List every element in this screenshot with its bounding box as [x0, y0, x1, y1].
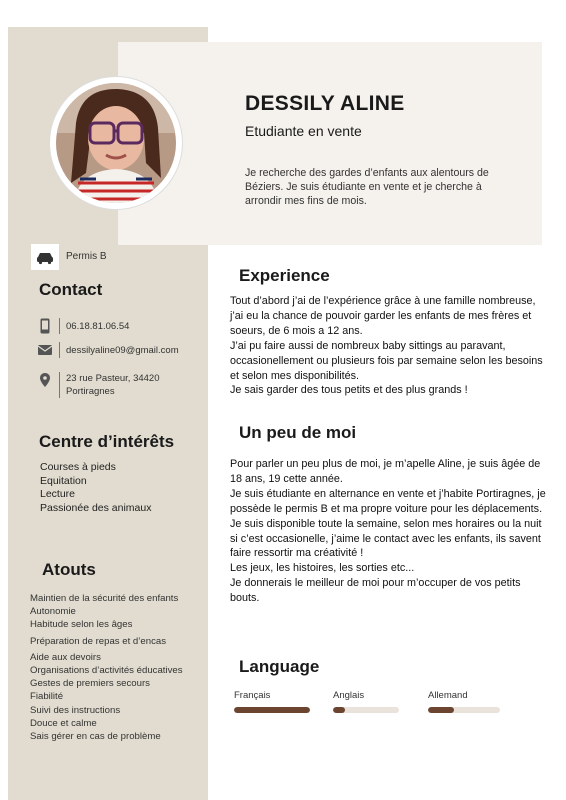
list-item: Sais gérer en cas de problème [30, 731, 161, 743]
language-francais [234, 690, 310, 713]
avatar [56, 83, 176, 203]
paragraph: Les jeux, les histoires, les sorties etc... [230, 562, 415, 575]
contact-title: Contact [39, 280, 103, 299]
list-item: Préparation de repas et d’encas [30, 635, 166, 647]
paragraph: Pour parler un peu plus de moi, je m’apelle Aline, je suis âgée de 18 ans, 19 cette année. [230, 458, 541, 485]
intro-text: Je recherche des gardes d’enfants aux alentours de Béziers. Je suis étudiante en vente et je cherche à arrondir mes fins de mois. [245, 167, 489, 207]
list-item: Autonomie [30, 606, 76, 618]
contact-email [38, 342, 179, 358]
experience-text [230, 294, 546, 398]
interests-list [40, 461, 152, 515]
list-item: Courses à pieds [40, 461, 116, 473]
list-item: Equitation [40, 474, 87, 487]
language-level-fill [333, 707, 345, 713]
paragraph: Je suis disponible toute la semaine, selon mes horaires ou la nuit si c’est occasionelle, j’aime le contact avec les enfants, ils savent faire ressortir ma créativité ! [230, 517, 542, 560]
address-line-2: Portiragnes [66, 386, 115, 397]
divider [59, 372, 60, 398]
paragraph: Je suis étudiante en alternance en vente et j’habite Portiragnes, je possède le permis B et ma propre voiture pour les déplacements. [230, 487, 546, 515]
language-level-fill [234, 707, 310, 713]
contact-phone [38, 318, 129, 334]
location-pin-icon [38, 372, 52, 388]
phone-text: 06.18.81.06.54 [66, 321, 130, 332]
atouts-title: Atouts [42, 560, 96, 579]
list-item: Suivi des instructions [30, 704, 121, 716]
atouts-list [30, 592, 183, 743]
list-item: Maintien de la sécurité des enfants [30, 593, 179, 604]
divider [59, 342, 60, 358]
candidate-name: DESSILY ALINE [245, 92, 405, 115]
language-label: Français [234, 690, 271, 701]
divider [59, 318, 60, 334]
phone-icon [38, 318, 52, 334]
language-label: Anglais [333, 690, 365, 701]
paragraph: Je donnerais le meilleur de moi pour m’occuper de vos petits bouts. [230, 577, 521, 605]
paragraph: Tout d’abord j’ai de l’expérience grâce à une famille nombreuse, j’ai eu la chance de pouvoir garder les enfants de mes frères et soeurs, de 6 mois a 12 ans. [230, 295, 536, 337]
list-item: Gestes de premiers secours [30, 678, 150, 690]
list-item: Douce et calme [30, 717, 97, 729]
about-text [230, 457, 546, 606]
paragraph: Je sais garder des tous petits et des plus grands ! [230, 384, 468, 397]
paragraph: J’ai pu faire aussi de nombreux baby sittings au paravant, occasionellement ou plusieurs fois par semaine selon les besoins et selon mes disponibilités. [230, 339, 543, 382]
candidate-role: Etudiante en vente [245, 123, 362, 139]
about-title: Un peu de moi [239, 423, 357, 442]
permis-badge [31, 244, 59, 270]
list-item: Aide aux devoirs [30, 651, 101, 663]
interests-title: Centre d’intérêts [39, 432, 175, 451]
avatar-illustration [56, 83, 176, 203]
language-allemand [428, 690, 500, 713]
email-link[interactable]: dessilyaline09@gmail.com [66, 345, 179, 356]
list-item: Fiabilité [30, 691, 64, 703]
list-item: Passionée des animaux [40, 501, 152, 514]
language-anglais [333, 690, 399, 713]
language-level-fill [428, 707, 454, 713]
experience-title: Experience [239, 266, 330, 285]
language-title: Language [239, 657, 320, 676]
profile-photo [50, 77, 182, 209]
permis-label: Permis B [66, 251, 107, 262]
address-text [66, 372, 160, 398]
list-item: Habitude selon les âges [30, 619, 133, 631]
language-level-bar [234, 707, 310, 713]
list-item: Organisations d’activités éducatives [30, 665, 183, 677]
list-item: Lecture [40, 488, 76, 500]
language-level-bar [333, 707, 399, 713]
mail-icon [38, 342, 52, 358]
contact-address [38, 372, 160, 398]
car-icon [31, 244, 59, 270]
language-label: Allemand [428, 690, 468, 701]
language-level-bar [428, 707, 500, 713]
address-line-1: 23 rue Pasteur, 34420 [66, 373, 160, 384]
